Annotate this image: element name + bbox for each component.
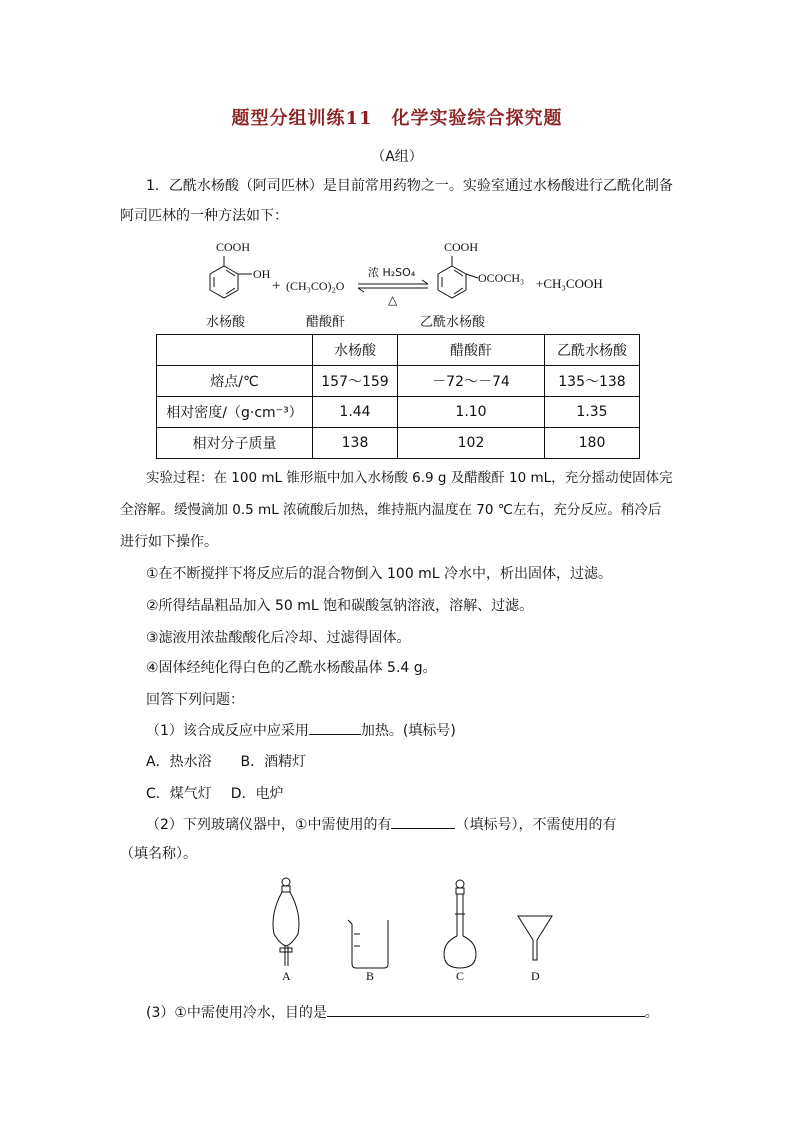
- option-c: C．煤气灯: [146, 786, 212, 802]
- answer-blank-2[interactable]: [391, 814, 455, 829]
- reaction-scheme: [196, 232, 636, 336]
- funnel-icon: [518, 916, 552, 983]
- apparatus-label-c: C: [456, 969, 465, 983]
- table-row: [157, 397, 640, 428]
- subquestion-3: [146, 1002, 659, 1023]
- table-cell: 102: [398, 428, 545, 459]
- page-title: 题型分组训练11 化学实验综合探究题: [231, 108, 563, 129]
- condition-heat: △: [388, 293, 398, 307]
- name-acetic-anhydride: 醋酸酐: [306, 315, 346, 330]
- question-intro-line2: 阿司匹林的一种方法如下：: [120, 208, 288, 224]
- volumetric-flask-icon: [444, 880, 476, 983]
- table-cell: －72～－74: [398, 366, 545, 397]
- ococh3-label: OCOCH₃: [478, 271, 525, 285]
- answer-blank-1[interactable]: [309, 720, 361, 735]
- cooh-right-label: COOH: [444, 240, 479, 254]
- subquestion-2-text: （2）下列玻璃仪器中，①中需使用的有: [146, 817, 392, 833]
- group-label: （A组）: [371, 149, 423, 165]
- option-b: B．酒精灯: [240, 754, 307, 770]
- table-cell: 1.44: [313, 397, 398, 428]
- table-cell: 135～138: [545, 366, 640, 397]
- procedure-line2: 全溶解。缓慢滴加 0.5 mL 浓硫酸后加热，维持瓶内温度在 70 ℃左右，充分反应。稍冷后: [120, 502, 662, 518]
- table-header-cell: 水杨酸: [313, 335, 398, 366]
- step-4: ④固体经纯化得白色的乙酰水杨酸晶体 5.4 g。: [146, 660, 437, 676]
- name-salicylic-acid: 水杨酸: [206, 315, 246, 330]
- beaker-icon: [348, 920, 388, 983]
- table-header-cell: 乙酰水杨酸: [545, 335, 640, 366]
- table-cell: 1.35: [545, 397, 640, 428]
- acetic-acid-formula: +CH₃COOH: [536, 276, 603, 291]
- step-2: ②所得结晶粗品加入 50 mL 饱和碳酸氢钠溶液，溶解、过滤。: [146, 598, 534, 614]
- table-row: [157, 428, 640, 459]
- table-header-row: [157, 335, 640, 366]
- apparatus-label-d: D: [531, 969, 540, 983]
- step-3: ③滤液用浓盐酸酸化后冷却、过滤得固体。: [146, 630, 411, 646]
- table-cell: 1.10: [398, 397, 545, 428]
- subquestion-2-end: （填名称）。: [120, 846, 197, 862]
- options-row-1: [146, 752, 306, 772]
- table-header-cell: [157, 335, 313, 366]
- reaction-arrow: [358, 280, 428, 292]
- subquestion-1-suffix: 加热。(填标号): [360, 723, 456, 739]
- answer-blank-3[interactable]: [327, 1002, 645, 1017]
- acetic-anhydride-formula: (CH₃CO)₂O: [286, 279, 345, 293]
- oh-label: OH: [253, 267, 271, 281]
- aspirin-structure: [438, 240, 524, 298]
- subquestion-1: [146, 720, 456, 741]
- name-acetylsalicylic-acid: 乙酰水杨酸: [420, 315, 486, 330]
- table-row: [157, 366, 640, 397]
- table-cell: 138: [313, 428, 398, 459]
- subquestion-2-mid: （填标号），不需使用的有: [455, 817, 617, 833]
- question-intro-line1: 1．乙酰水杨酸（阿司匹林）是目前常用药物之一。实验室通过水杨酸进行乙酰化制备: [146, 178, 673, 194]
- subquestion-3-end: 。: [644, 1005, 659, 1021]
- table-cell: 相对密度/（g·cm⁻³）: [157, 397, 313, 428]
- properties-table: [156, 334, 640, 459]
- procedure-line1: 实验过程：在 100 mL 锥形瓶中加入水杨酸 6.9 g 及醋酸酐 10 mL，充分摇动使固体完: [146, 470, 673, 486]
- apparatus-label-b: B: [366, 969, 375, 983]
- option-d: D．电炉: [230, 786, 284, 802]
- glassware-figure: [262, 874, 562, 986]
- step-1: ①在不断搅拌下将反应后的混合物倒入 100 mL 冷水中，析出固体，过滤。: [146, 566, 613, 582]
- cooh-left-label: COOH: [216, 240, 251, 254]
- subquestion-1-text: （1）该合成反应中应采用: [146, 723, 309, 739]
- table-cell: 相对分子质量: [157, 428, 313, 459]
- table-cell: 熔点/℃: [157, 366, 313, 397]
- apparatus-label-a: A: [282, 969, 291, 983]
- table-cell: 180: [545, 428, 640, 459]
- separatory-funnel-icon: [273, 878, 299, 983]
- table-header-cell: 醋酸酐: [398, 335, 545, 366]
- option-a: A．热水浴: [146, 754, 212, 770]
- plus-sign: +: [272, 278, 281, 294]
- table-cell: 157～159: [313, 366, 398, 397]
- procedure-line3: 进行如下操作。: [120, 534, 218, 550]
- answer-prompt: 回答下列问题：: [146, 692, 244, 708]
- options-row-2: [146, 784, 283, 804]
- subquestion-3-text: (3）①中需使用冷水，目的是: [146, 1005, 327, 1021]
- condition-catalyst: 浓 H₂SO₄: [368, 266, 416, 279]
- salicylic-acid-structure: [210, 240, 271, 298]
- subquestion-2: [146, 814, 616, 835]
